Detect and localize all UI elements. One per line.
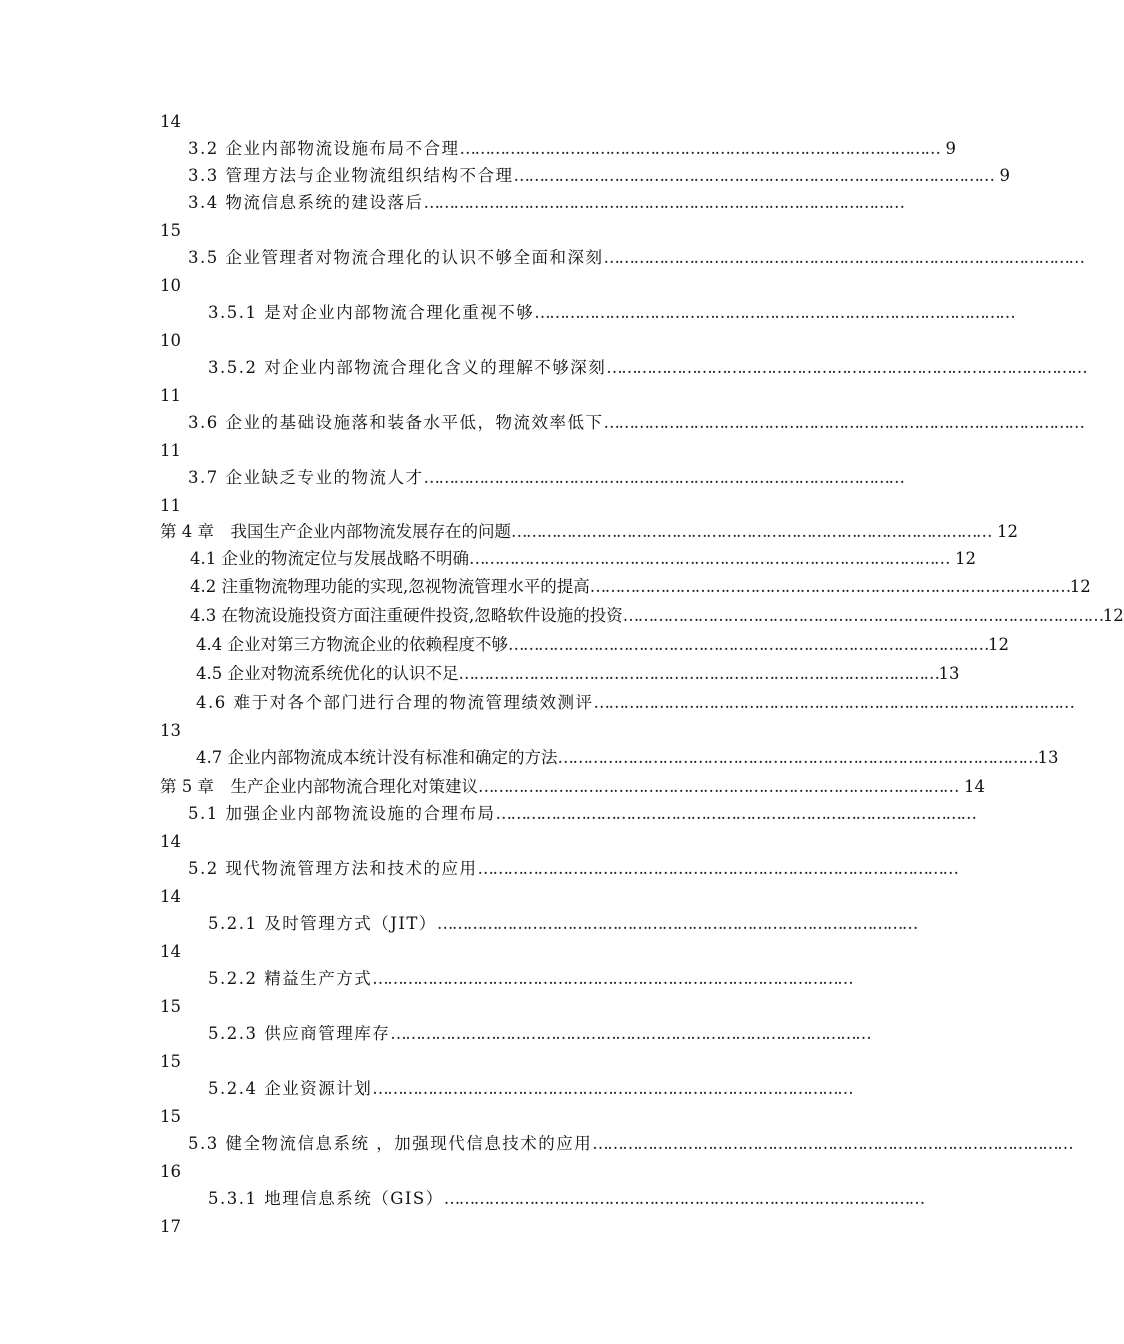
page-number: 13 [1037, 748, 1059, 767]
page-number: 14 [160, 832, 181, 851]
toc-entry[interactable] [160, 1131, 1073, 1157]
dot-leader: …………………………………………………………………………………… [390, 1024, 871, 1043]
toc-entry-title: 5.2.2 精益生产方式 [208, 969, 373, 988]
toc-chapter-entry[interactable] [160, 774, 985, 800]
toc-entry[interactable] [160, 1021, 871, 1047]
page-number: 13 [938, 664, 960, 683]
toc-entry-title: 5.2.4 企业资源计划 [208, 1079, 373, 1098]
page-number: 14 [964, 777, 985, 796]
dot-leader: …………………………………………………………………………………… [513, 166, 994, 185]
toc-entry[interactable] [160, 1186, 924, 1212]
toc-entry-title: 4.2 注重物流物理功能的实现,忽视物流管理水平的提高 [190, 577, 590, 596]
page-number: 14 [160, 887, 181, 906]
toc-entry[interactable] [160, 465, 904, 491]
page-number: 10 [160, 331, 181, 350]
page-number: 11 [160, 496, 181, 515]
page-number: 13 [160, 721, 181, 740]
toc-entry-title: 4.1 企业的物流定位与发展战略不明确 [190, 549, 469, 568]
page-number: 9 [999, 166, 1010, 185]
dot-leader: …………………………………………………………………………………… [589, 577, 1070, 596]
toc-entry-title: 4.5 企业对物流系统优化的认识不足 [196, 664, 459, 683]
dot-leader: …………………………………………………………………………………… [478, 777, 958, 796]
toc-entry[interactable] [160, 801, 976, 827]
page-number: 16 [160, 1162, 181, 1181]
toc-entry-title: 5.2.1 及时管理方式（JIT） [208, 914, 437, 933]
toc-entry[interactable] [160, 911, 917, 937]
dot-leader: …………………………………………………………………………………… [603, 248, 1084, 267]
toc-entry-title: 4.3 在物流设施投资方面注重硬件投资,忽略软件设施的投资 [190, 606, 623, 625]
dot-leader: …………………………………………………………………………………… [592, 1134, 1073, 1153]
toc-entry-title: 3.5 企业管理者对物流合理化的认识不够全面和深刻 [188, 248, 604, 267]
dot-leader: …………………………………………………………………………………… [511, 522, 991, 541]
toc-entry[interactable] [160, 661, 960, 687]
page-number: 12 [997, 522, 1018, 541]
page-number: 14 [160, 942, 181, 961]
page-number: 9 [945, 139, 956, 158]
dot-leader: …………………………………………………………………………………… [508, 635, 988, 654]
toc-chapter-entry[interactable] [160, 519, 1018, 545]
toc-entry-title: 4.6 难于对各个部门进行合理的物流管理绩效测评 [196, 693, 594, 712]
toc-entry[interactable] [160, 163, 1010, 189]
page-number: 15 [160, 997, 181, 1016]
toc-entry-title: 5.2.3 供应商管理库存 [208, 1024, 391, 1043]
toc-entry[interactable] [160, 546, 976, 572]
page-number: 12 [1069, 577, 1091, 596]
toc-entry-title: 5.2 现代物流管理方法和技术的应用 [188, 859, 478, 878]
dot-leader: …………………………………………………………………………………… [372, 1079, 853, 1098]
toc-entry[interactable] [160, 856, 958, 882]
page-number: 15 [160, 1107, 181, 1126]
toc-entry[interactable] [160, 966, 860, 992]
toc-entry[interactable] [160, 355, 1087, 381]
dot-leader: …………………………………………………………………………………… [436, 914, 917, 933]
dot-leader: …………………………………………………………………………………… [443, 1189, 924, 1208]
toc-entry-title: 3.6 企业的基础设施落和装备水平低，物流效率低下 [188, 413, 604, 432]
dot-leader: …………………………………………………………………………………… [372, 969, 853, 988]
dot-leader: …………………………………………………………………………………… [458, 664, 939, 683]
dot-leader: …………………………………………………………………………………… [469, 549, 949, 568]
dot-leader: …………………………………………………………………………………… [495, 804, 976, 823]
page-number: 14 [160, 112, 181, 131]
dot-leader: …………………………………………………………………………………… [603, 413, 1084, 432]
toc-entry[interactable] [160, 300, 1015, 326]
toc-entry-title: 3.3 管理方法与企业物流组织结构不合理 [188, 166, 514, 185]
dot-leader: …………………………………………………………………………………… [423, 193, 904, 212]
dot-leader: …………………………………………………………………………………… [606, 358, 1087, 377]
dot-leader: …………………………………………………………………………………… [459, 139, 940, 158]
toc-entry[interactable] [160, 1076, 860, 1102]
toc-entry-title: 3.4 物流信息系统的建设落后 [188, 193, 424, 212]
dot-leader: …………………………………………………………………………………… [593, 693, 1074, 712]
page-number: 15 [160, 221, 181, 240]
page-number: 10 [160, 276, 181, 295]
toc-chapter-title: 第 4 章 我国生产企业内部物流发展存在的问题 [160, 522, 511, 541]
dot-leader: …………………………………………………………………………………… [423, 468, 904, 487]
toc-entry-title: 3.7 企业缺乏专业的物流人才 [188, 468, 424, 487]
toc-chapter-title: 第 5 章 生产企业内部物流合理化对策建议 [160, 777, 478, 796]
page-number: 11 [160, 441, 181, 460]
page-number: 15 [160, 1052, 181, 1071]
page-number: 12 [955, 549, 976, 568]
dot-leader: …………………………………………………………………………………… [557, 748, 1038, 767]
toc-entry[interactable] [160, 603, 1124, 629]
toc-entry-title: 4.4 企业对第三方物流企业的依赖程度不够 [196, 635, 508, 654]
toc-entry[interactable] [160, 190, 904, 216]
toc-entry[interactable] [160, 574, 1091, 600]
toc-entry[interactable] [160, 632, 1009, 658]
toc-entry[interactable] [160, 136, 956, 162]
toc-entry-title: 3.5.1 是对企业内部物流合理化重视不够 [208, 303, 535, 322]
toc-entry[interactable] [160, 410, 1084, 436]
toc-entry-title: 5.3.1 地理信息系统（GIS） [208, 1189, 444, 1208]
toc-entry[interactable] [160, 245, 1084, 271]
toc-entry[interactable] [160, 690, 1074, 716]
dot-leader: …………………………………………………………………………………… [622, 606, 1103, 625]
dot-leader: …………………………………………………………………………………… [477, 859, 958, 878]
page-number: 17 [160, 1217, 181, 1236]
dot-leader: …………………………………………………………………………………… [534, 303, 1015, 322]
toc-entry-title: 3.5.2 对企业内部物流合理化含义的理解不够深刻 [208, 358, 607, 377]
toc-entry-title: 5.3 健全物流信息系统 ，加强现代信息技术的应用 [188, 1134, 593, 1153]
toc-entry-title: 3.2 企业内部物流设施布局不合理 [188, 139, 460, 158]
toc-entry[interactable] [160, 745, 1059, 771]
page-number: 12 [988, 635, 1009, 654]
toc-entry-title: 5.1 加强企业内部物流设施的合理布局 [188, 804, 496, 823]
page-number: 11 [160, 386, 181, 405]
toc-entry-title: 4.7 企业内部物流成本统计没有标准和确定的方法 [196, 748, 558, 767]
page-number: 12 [1102, 606, 1124, 625]
